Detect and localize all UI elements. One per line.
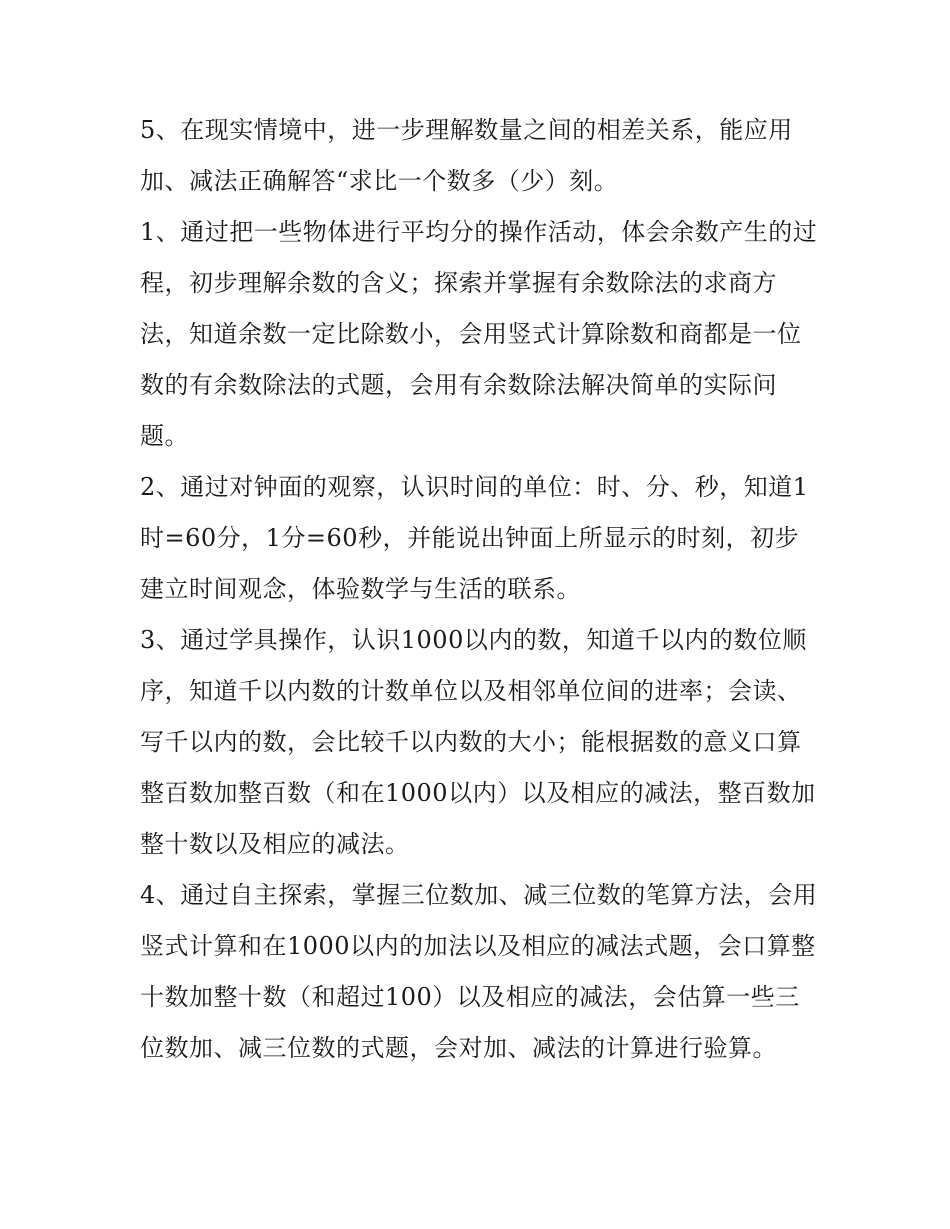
paragraph-goal-2: 2、通过对钟面的观察，认识时间的单位：时、分、秒，知道1时=60分，1分=60秒，并能说出钟面上所显示的时刻，初步建立时间观念，体验数学与生活的联系。	[140, 473, 809, 603]
paragraph-goal-1: 1、通过把一些物体进行平均分的操作活动，体会余数产生的过程，初步理解余数的含义；探索并掌握有余数除法的求商方法，知道余数一定比除数小，会用竖式计算除数和商都是一位数的有余数除法的式题，会用有余数除法解决简单的实际问题。	[140, 218, 818, 450]
paragraph-goal-4: 4、通过自主探索，掌握三位数加、减三位数的笔算方法，会用竖式计算和在1000以内的加法以及相应的减法式题，会口算整十数加整十数（和超过100）以及相应的减法，会估算一些三位数加、减三位数的式题，会对加、减法的计算进行验算。	[140, 881, 818, 1062]
paragraph-goal-5: 5、在现实情境中，进一步理解数量之间的相差关系，能应用加、减法正确解答“求比一个数多（少）刻。	[140, 116, 793, 195]
paragraph-goal-3: 3、通过学具操作，认识1000以内的数，知道千以内的数位顺序，知道千以内数的计数单位以及相邻单位间的进率；会读、写千以内的数，会比较千以内数的大小；能根据数的意义口算整百数加整百数（和在1000以内）以及相应的减法，整百数加整十数以及相应的减法。	[140, 626, 816, 858]
document-page	[140, 105, 820, 1074]
